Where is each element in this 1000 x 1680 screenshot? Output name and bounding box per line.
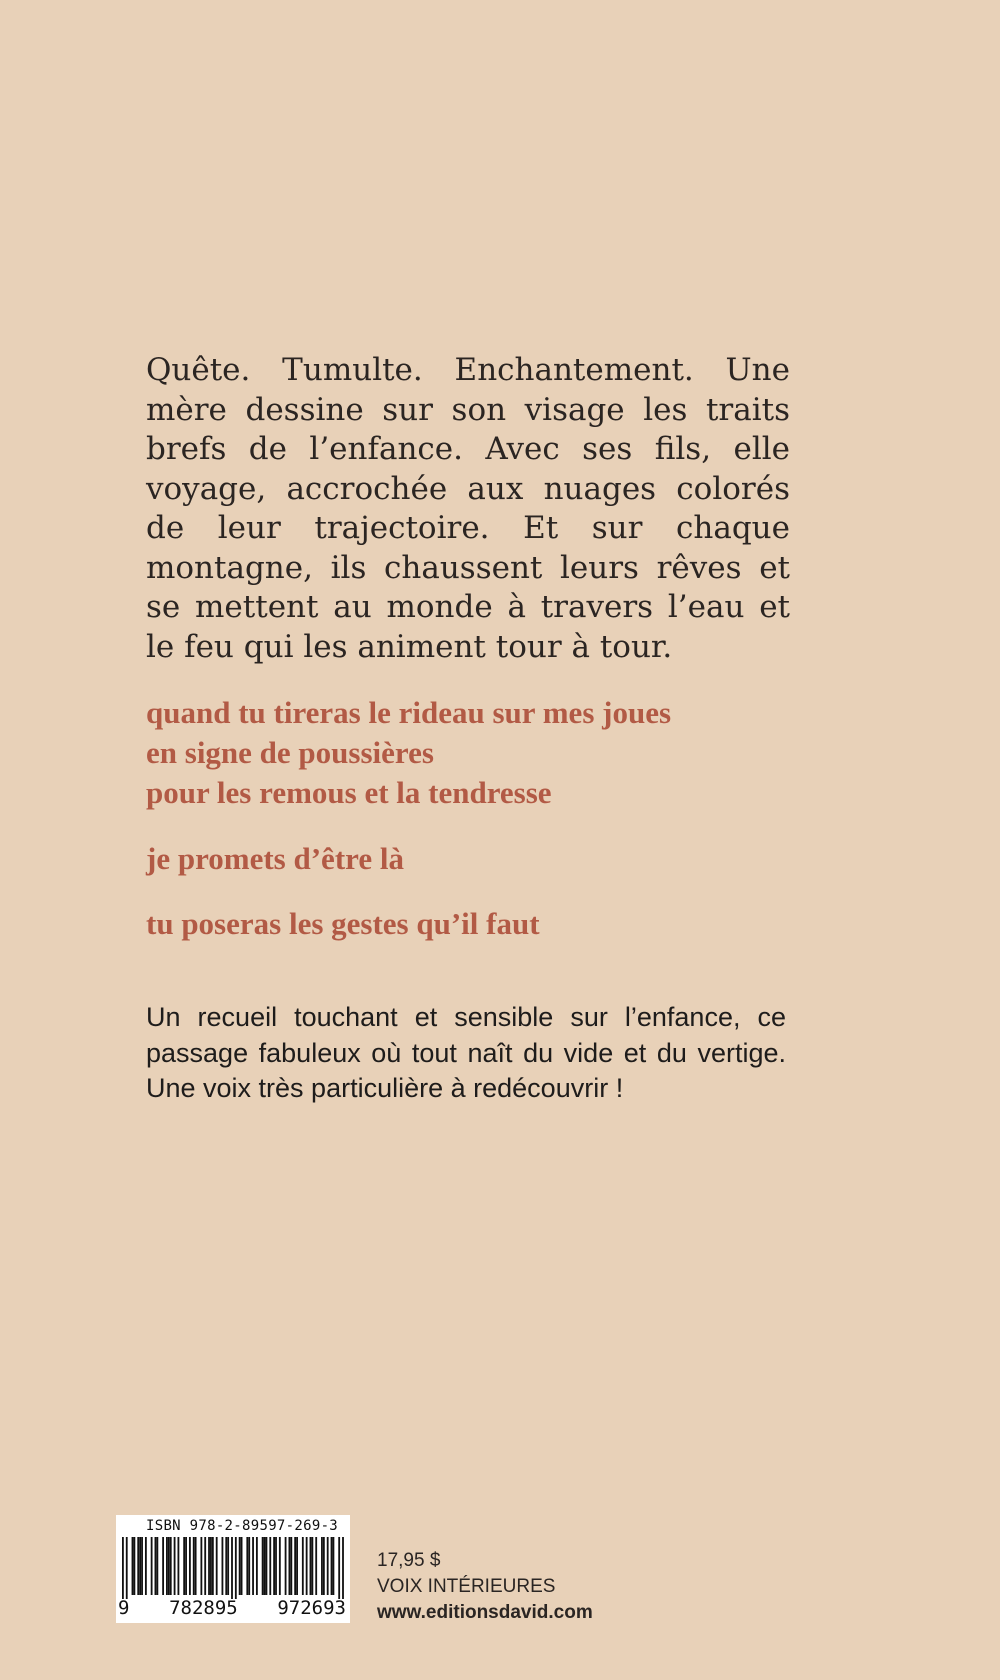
- summary-paragraph: Un recueil touchant et sensible sur l’enfance, ce passage fabuleux où tout naît du vide et du vertige. Une voix très particulière à redécouvrir !: [146, 1002, 786, 1103]
- barcode-digit-group: 782895: [169, 1597, 238, 1619]
- website-link[interactable]: www.editionsdavid.com: [377, 1602, 593, 1623]
- barcode-bar: [306, 1537, 308, 1595]
- barcode-bar: [204, 1537, 206, 1595]
- collection-name: VOIX INTÉRIEURES: [377, 1576, 556, 1597]
- barcode-bar: [248, 1537, 250, 1595]
- poem-stanza-3: [146, 904, 846, 944]
- barcode-bar: [155, 1537, 157, 1595]
- barcode-bar: [208, 1537, 210, 1595]
- barcode-bar: [269, 1537, 271, 1595]
- poem-line: je promets d’être là: [146, 841, 404, 876]
- isbn-barcode: [116, 1515, 350, 1623]
- barcode-bar: [310, 1537, 312, 1595]
- barcode-bar: [315, 1537, 317, 1595]
- barcode-digits: [118, 1597, 346, 1619]
- barcode-bar: [170, 1537, 172, 1595]
- barcode-bar: [122, 1537, 124, 1599]
- barcode-bar: [323, 1537, 325, 1595]
- barcode-bar: [279, 1537, 281, 1595]
- barcode-bar: [132, 1537, 134, 1595]
- poem-line: quand tu tireras le rideau sur mes joues: [146, 695, 672, 730]
- barcode-bar: [200, 1537, 202, 1595]
- price: 17,95 $: [377, 1550, 441, 1571]
- poem-line: pour les remous et la tendresse: [146, 775, 552, 810]
- barcode-bar: [275, 1537, 277, 1595]
- barcode-bar: [156, 1537, 158, 1595]
- barcode-bar: [290, 1537, 292, 1595]
- barcode-bar: [222, 1537, 224, 1595]
- barcode-bar: [126, 1537, 128, 1599]
- barcode-bar: [166, 1537, 168, 1595]
- barcode-bar: [231, 1537, 233, 1599]
- barcode-bar: [327, 1537, 329, 1595]
- poem-line: en signe de poussières: [146, 735, 434, 770]
- barcode-bar: [296, 1537, 298, 1595]
- barcode-bar: [216, 1537, 218, 1595]
- barcode-bar: [141, 1537, 143, 1595]
- barcode-bar: [225, 1537, 227, 1595]
- barcode-bar: [342, 1537, 344, 1599]
- barcode-bar: [183, 1537, 185, 1595]
- barcode-bar: [210, 1537, 212, 1595]
- barcode-digit-group: 9: [118, 1597, 130, 1619]
- barcode-bar: [212, 1537, 214, 1595]
- poem-line: tu poseras les gestes qu’il faut: [146, 906, 540, 941]
- barcode-bar: [145, 1537, 147, 1595]
- barcode-bar: [189, 1537, 191, 1595]
- barcode-bar: [321, 1537, 323, 1595]
- barcode-bar: [256, 1537, 258, 1595]
- barcode-bar: [151, 1537, 153, 1595]
- barcode-bar: [262, 1537, 264, 1595]
- barcode-bar: [241, 1537, 243, 1595]
- barcode-bar: [178, 1537, 180, 1595]
- barcode-bar: [162, 1537, 164, 1595]
- barcode-bar: [333, 1537, 335, 1595]
- barcode-bar: [235, 1537, 237, 1599]
- barcode-icon: [122, 1537, 344, 1599]
- barcode-bar: [227, 1537, 229, 1595]
- barcode-bar: [311, 1537, 313, 1595]
- barcode-bar: [185, 1537, 187, 1595]
- barcode-bar: [289, 1537, 291, 1595]
- barcode-bar: [266, 1537, 268, 1595]
- barcode-bar: [338, 1537, 340, 1599]
- barcode-bar: [246, 1537, 248, 1595]
- barcode-bar: [133, 1537, 135, 1595]
- barcode-bar: [264, 1537, 266, 1595]
- publisher-info: [377, 1548, 593, 1626]
- poem-stanza-1: [146, 693, 846, 813]
- blurb-paragraph: Quête. Tumulte. Enchantement. Une mère dessine sur son visage les traits brefs de l’enfance. Avec ses fils, elle voyage, accrochée aux nuages colorés de leur trajectoire. Et sur chaque montagne, ils chaussent leurs rêves et se mettent au monde à travers l’eau et le feu qui les animent tour à tour.: [146, 352, 790, 665]
- barcode-bar: [174, 1537, 176, 1595]
- barcode-bar: [137, 1537, 139, 1595]
- poem-stanza-2: [146, 839, 846, 879]
- barcode-bar: [168, 1537, 170, 1595]
- barcode-bar: [273, 1537, 275, 1595]
- barcode-digit-group: 972693: [277, 1597, 346, 1619]
- isbn-number: ISBN 978-2-89597-269-3: [146, 1518, 339, 1534]
- barcode-bar: [302, 1537, 304, 1595]
- barcode-bar: [331, 1537, 333, 1595]
- barcode-bar: [252, 1537, 254, 1595]
- barcode-bar: [239, 1537, 241, 1595]
- barcode-bar: [139, 1537, 141, 1595]
- barcode-bar: [193, 1537, 195, 1595]
- barcode-bar: [195, 1537, 197, 1595]
- barcode-bar: [285, 1537, 287, 1595]
- barcode-bar: [294, 1537, 296, 1595]
